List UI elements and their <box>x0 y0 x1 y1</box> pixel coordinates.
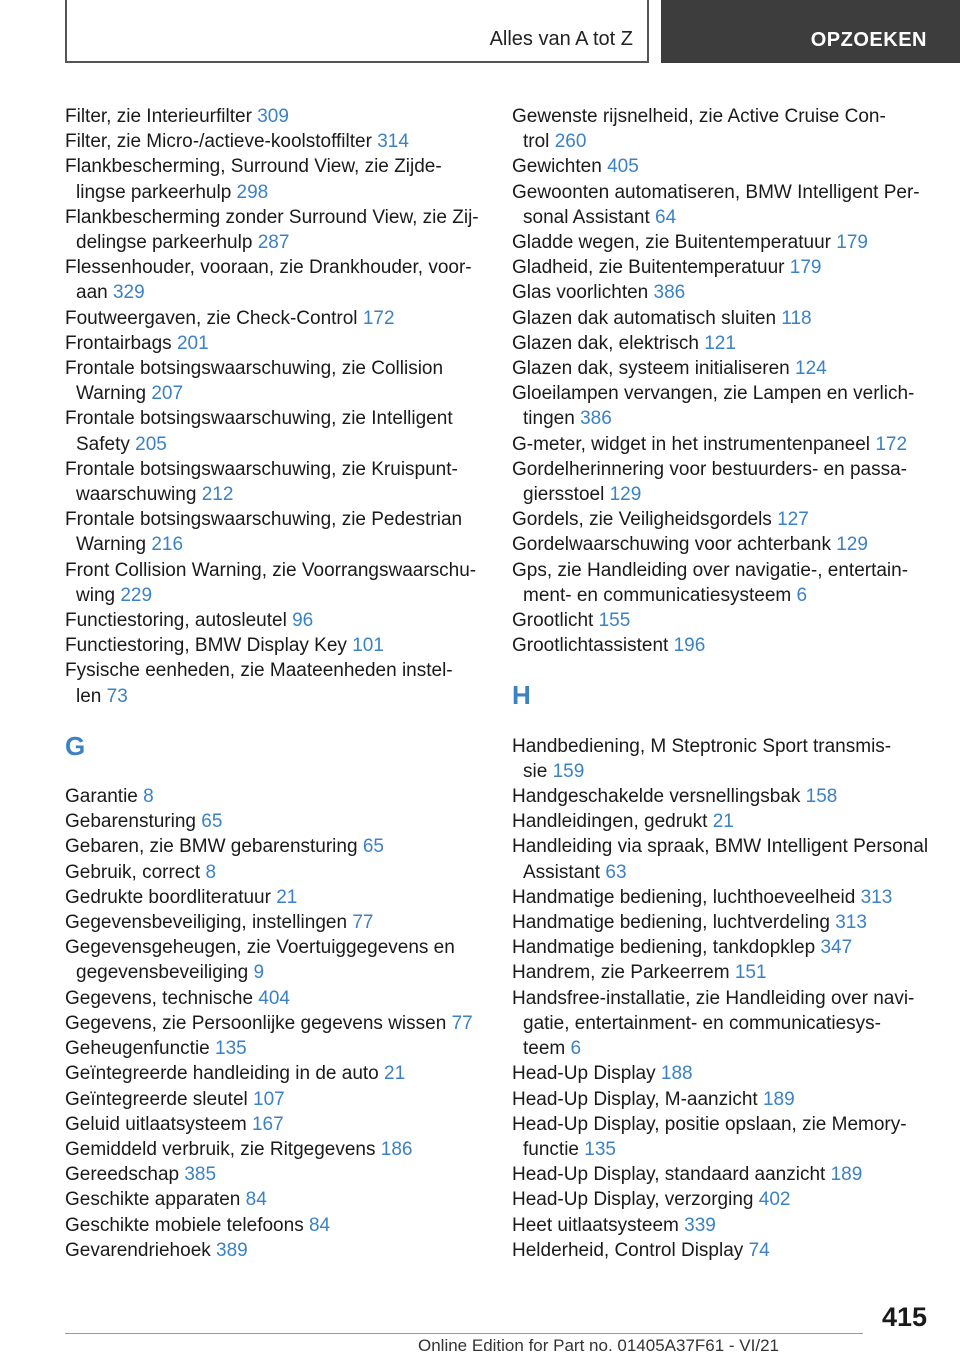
chapter-title: OPZOEKEN <box>810 29 927 51</box>
page-reference-link[interactable]: 129 <box>836 534 868 556</box>
index-entry-text: Geschikte apparaten <box>65 1189 241 1211</box>
index-entry <box>65 1238 485 1263</box>
index-entry <box>512 331 930 356</box>
index-entry-text: Frontale botsingswaarschuwing, zie Collision <box>65 358 444 380</box>
page-reference-link[interactable]: 155 <box>598 610 631 632</box>
index-entry <box>65 1011 485 1036</box>
index-entry-text: Geïntegreerde handleiding in de auto <box>65 1063 379 1085</box>
page-number: 415 <box>881 1302 927 1332</box>
index-entry-text: Grootlichtassistent <box>512 635 669 657</box>
index-entry <box>65 935 485 985</box>
index-entry-text: Warning <box>76 534 147 556</box>
index-entry-text: Handgeschakelde versnellingsbak <box>512 786 801 808</box>
index-column-right <box>512 104 930 1263</box>
page-reference-link[interactable]: 339 <box>684 1214 716 1236</box>
page-reference-link[interactable]: 77 <box>451 1012 473 1034</box>
index-entry <box>65 986 485 1011</box>
page-reference-link[interactable]: 158 <box>805 786 838 808</box>
page-reference-link[interactable]: 385 <box>184 1164 217 1186</box>
page-reference-link[interactable]: 402 <box>758 1189 791 1211</box>
index-entry <box>512 834 930 884</box>
page-reference-link[interactable]: 21 <box>712 811 734 833</box>
page-reference-link[interactable]: 207 <box>151 383 184 405</box>
index-entry-text: trol <box>523 131 550 153</box>
index-entry <box>512 558 930 608</box>
index-entry <box>512 306 930 331</box>
index-entry-text: tingen <box>523 408 575 430</box>
index-entry-text: Frontale botsingswaarschuwing, zie Intelligent <box>65 408 453 430</box>
index-entry-text: G-meter, widget in het instrumentenpaneel <box>512 433 871 455</box>
index-entry-text: Gordelherinnering voor bestuurders- en passa- <box>512 458 907 480</box>
index-entry-text: len <box>76 685 102 707</box>
index-entry <box>512 381 930 431</box>
index-entry-text: Gedrukte boordliteratuur <box>65 886 271 908</box>
index-entry <box>65 104 485 129</box>
chapter-tab[interactable] <box>661 0 960 63</box>
page-reference-link[interactable]: 309 <box>257 106 289 127</box>
index-entry <box>512 986 930 1062</box>
index-entry-text: aan <box>76 282 108 304</box>
page-header <box>0 0 960 66</box>
index-letter-heading: G <box>65 730 86 761</box>
index-entry <box>512 1187 930 1212</box>
page-reference-link[interactable]: 313 <box>835 912 867 934</box>
page-reference-link[interactable]: 189 <box>762 1088 795 1110</box>
index-entry-text: Garantie <box>65 786 138 808</box>
index-entry-text: Filter, zie Interieurfilter <box>65 106 252 127</box>
index-entry-text: functie <box>523 1138 579 1160</box>
page-reference-link[interactable]: 405 <box>607 156 639 178</box>
index-entry-text: Head-Up Display, positie opslaan, zie Memory- <box>512 1113 907 1135</box>
index-entry-text: Head-Up Display, verzorging <box>512 1189 754 1211</box>
page-reference-link[interactable]: 8 <box>205 861 217 883</box>
page-reference-link[interactable]: 205 <box>135 433 167 455</box>
page-reference-link[interactable]: 6 <box>570 1038 582 1060</box>
footer-divider <box>65 1333 863 1334</box>
page-reference-link[interactable]: 329 <box>112 282 145 304</box>
page-reference-link[interactable]: 65 <box>201 811 223 833</box>
index-entry-text: Glazen dak automatisch sluiten <box>512 307 777 329</box>
page-reference-link[interactable]: 386 <box>653 282 686 304</box>
page-reference-link[interactable]: 101 <box>352 635 384 657</box>
index-entry-text: Gebarensturing <box>65 811 196 833</box>
index-entry-text: Filter, zie Micro-/actieve-koolstoffilter <box>65 131 372 153</box>
index-entry <box>65 1061 485 1086</box>
index-entry <box>65 558 485 608</box>
index-entry-text: gegevensbeveiliging <box>76 962 249 984</box>
index-entry-text: wing <box>76 584 116 606</box>
page-reference-link[interactable]: 189 <box>830 1164 863 1186</box>
page-reference-link[interactable]: 260 <box>554 131 587 153</box>
page-reference-link[interactable]: 386 <box>580 408 612 430</box>
index-entry <box>512 960 930 985</box>
index-entry-text: Gloeilampen vervangen, zie Lampen en verlich- <box>512 383 915 405</box>
index-entry-text: Assistant <box>523 861 601 883</box>
page-reference-link[interactable]: 196 <box>673 635 706 657</box>
index-entry-text: Flankbescherming, Surround View, zie Zijde- <box>65 156 442 178</box>
index-entry <box>65 608 485 633</box>
index-entry <box>512 154 930 179</box>
index-entry <box>65 1162 485 1187</box>
index-entry-text: Geschikte mobiele telefoons <box>65 1214 304 1236</box>
index-entry-text: Gewenste rijsnelheid, zie Active Cruise Con- <box>512 106 886 127</box>
page-reference-link[interactable]: 216 <box>151 534 184 556</box>
page-reference-link[interactable]: 172 <box>875 433 908 455</box>
index-entry-text: Handmatige bediening, luchthoeveelheid <box>512 886 856 908</box>
index-entry <box>512 457 930 507</box>
index-entry <box>65 784 485 809</box>
page-reference-link[interactable]: 124 <box>795 358 827 380</box>
page-reference-link[interactable]: 188 <box>660 1063 693 1085</box>
index-entry-text: Gps, zie Handleiding over navigatie-, entertain- <box>512 559 909 581</box>
index-entry-text: Gegevensgeheugen, zie Voertuiggegevens en <box>65 937 455 959</box>
index-entry <box>512 532 930 557</box>
index-entry <box>65 809 485 834</box>
index-entry-text: Geheugenfunctie <box>65 1038 210 1060</box>
index-entry <box>512 910 930 935</box>
index-entry <box>65 457 485 507</box>
page-reference-link[interactable]: 129 <box>609 484 642 506</box>
index-entry <box>65 834 485 859</box>
index-entry-text: Heet uitlaatsysteem <box>512 1214 679 1236</box>
page-reference-link[interactable]: 135 <box>584 1138 616 1160</box>
page-reference-link[interactable]: 64 <box>655 206 677 228</box>
index-entry <box>512 255 930 280</box>
page-reference-link[interactable]: 65 <box>362 836 384 858</box>
index-entry-text: sie <box>523 760 548 782</box>
index-entry <box>65 860 485 885</box>
index-entry <box>512 507 930 532</box>
index-entry-text: Gordels, zie Veiligheidsgordels <box>512 509 772 531</box>
index-entry <box>65 1213 485 1238</box>
page-reference-link[interactable]: 96 <box>292 610 314 632</box>
index-entry <box>65 1087 485 1112</box>
page-reference-link[interactable]: 229 <box>120 584 153 606</box>
index-entry-text: Head-Up Display, standaard aanzicht <box>512 1164 826 1186</box>
index-entry <box>512 935 930 960</box>
page-reference-link[interactable]: 9 <box>253 962 265 984</box>
index-entry-text: Gewichten <box>512 156 602 178</box>
index-entry <box>65 658 485 708</box>
page-reference-link[interactable]: 212 <box>201 484 234 506</box>
index-entry-text: Head-Up Display <box>512 1063 656 1085</box>
index-entry-text: Frontale botsingswaarschuwing, zie Pedestrian <box>65 509 463 531</box>
index-entry <box>512 885 930 910</box>
index-entry-text: Handrem, zie Parkeerrem <box>512 962 730 984</box>
index-entry <box>512 104 930 154</box>
index-entry-text: Handleiding via spraak, BMW Intelligent Personal <box>512 836 929 858</box>
section-tab[interactable] <box>65 0 649 63</box>
page-reference-link[interactable]: 8 <box>143 786 154 808</box>
index-entry <box>512 1112 930 1162</box>
index-entry-text: Gebruik, correct <box>65 861 201 883</box>
index-entry-text: Fysische eenheden, zie Maateenheden instel- <box>65 660 453 682</box>
index-entry-text: sonal Assistant <box>523 206 650 228</box>
index-entry <box>512 734 930 784</box>
index-entry <box>512 1162 930 1187</box>
page-reference-link[interactable]: 151 <box>734 962 767 984</box>
page-reference-link[interactable]: 159 <box>552 760 585 782</box>
index-entry-text: Foutweergaven, zie Check-Control <box>65 307 358 329</box>
page-reference-link[interactable]: 74 <box>748 1239 770 1261</box>
index-entry <box>65 331 485 356</box>
index-entry-text: Gebaren, zie BMW gebarensturing <box>65 836 358 858</box>
index-entry-text: Handmatige bediening, tankdopklep <box>512 937 816 959</box>
index-entry <box>65 255 485 305</box>
index-entry <box>65 129 485 154</box>
page-reference-link[interactable]: 6 <box>796 584 808 606</box>
page-reference-link[interactable]: 347 <box>820 937 853 959</box>
index-entry <box>512 784 930 809</box>
index-entry <box>512 1213 930 1238</box>
index-entry-text: Handbediening, M Steptronic Sport transmis- <box>512 735 892 757</box>
page-reference-link[interactable]: 287 <box>257 232 290 254</box>
index-entry <box>65 205 485 255</box>
index-entry-text: Gemiddeld verbruik, zie Ritgegevens <box>65 1138 376 1160</box>
page-reference-link[interactable]: 172 <box>362 307 395 329</box>
index-entry <box>65 1036 485 1061</box>
index-entry-text: Grootlicht <box>512 610 594 632</box>
page-reference-link[interactable]: 186 <box>380 1138 413 1160</box>
index-entry <box>65 1112 485 1137</box>
page-reference-link[interactable]: 389 <box>216 1239 248 1261</box>
index-entry <box>65 1187 485 1212</box>
index-entry-text: delingse parkeerhulp <box>76 232 253 254</box>
index-entry-text: Gegevensbeveiliging, instellingen <box>65 912 348 934</box>
footer-text: Online Edition for Part no. 01405A37F61 - VI/21 <box>418 1336 780 1355</box>
index-entry-text: Gegevens, zie Persoonlijke gegevens wissen <box>65 1012 447 1034</box>
page-reference-link[interactable]: 314 <box>377 131 409 153</box>
index-entry <box>512 1087 930 1112</box>
index-entry-text: Functiestoring, BMW Display Key <box>65 635 347 657</box>
index-entry-text: Functiestoring, autosleutel <box>65 610 287 632</box>
index-entry <box>65 885 485 910</box>
index-entry <box>65 1137 485 1162</box>
index-entry-text: giersstoel <box>523 484 605 506</box>
page-reference-link[interactable]: 135 <box>215 1038 247 1060</box>
index-entry-text: Frontale botsingswaarschuwing, zie Kruispunt- <box>65 458 458 480</box>
index-entry <box>65 507 485 557</box>
page-reference-link[interactable]: 118 <box>781 307 812 329</box>
page-reference-link[interactable]: 313 <box>860 886 893 908</box>
page-reference-link[interactable]: 179 <box>789 257 822 279</box>
index-entry-text: Geluid uitlaatsysteem <box>65 1113 247 1135</box>
index-entry-text: Flankbescherming zonder Surround View, zie Zij- <box>65 206 479 228</box>
index-entry <box>512 608 930 633</box>
index-entry-text: Front Collision Warning, zie Voorrangswaarschu- <box>65 559 477 581</box>
index-entry-text: Warning <box>76 383 147 405</box>
index-entry <box>512 356 930 381</box>
page-reference-link[interactable]: 201 <box>176 332 209 354</box>
index-entry-text: Gladheid, zie Buitentemperatuur <box>512 257 785 279</box>
page-reference-link[interactable]: 107 <box>253 1088 285 1110</box>
index-entry <box>512 809 930 834</box>
index-entry <box>65 154 485 204</box>
index-entry <box>512 633 930 658</box>
index-entry-text: Helderheid, Control Display <box>512 1239 744 1261</box>
index-entry-text: ment- en communicatiesysteem <box>523 584 792 606</box>
index-entry-text: Gladde wegen, zie Buitentemperatuur <box>512 232 831 254</box>
index-entry <box>65 406 485 456</box>
index-entry-text: teem <box>523 1038 566 1060</box>
page-reference-link[interactable]: 127 <box>777 509 809 531</box>
index-entry-text: Glazen dak, systeem initialiseren <box>512 358 790 380</box>
page-reference-link[interactable]: 63 <box>605 861 627 883</box>
index-entry-text: Flessenhouder, vooraan, zie Drankhouder, voor- <box>65 257 472 279</box>
page-reference-link[interactable]: 73 <box>106 685 128 707</box>
index-entry-text: Gewoonten automatiseren, BMW Intelligent Per- <box>512 181 920 203</box>
index-entry-text: Gegevens, technische <box>65 987 254 1009</box>
index-entry <box>512 1061 930 1086</box>
index-entry-text: gatie, entertainment- en communicatiesys- <box>523 1012 881 1034</box>
page-reference-link[interactable]: 179 <box>836 232 868 254</box>
page-reference-link[interactable]: 121 <box>704 332 736 354</box>
index-entry <box>65 356 485 406</box>
index-entry <box>512 432 930 457</box>
index-entry-text: Gordelwaarschuwing voor achterbank <box>512 534 831 556</box>
index-column-left <box>65 104 485 1263</box>
index-entry <box>512 180 930 230</box>
page-reference-link[interactable]: 21 <box>384 1063 406 1085</box>
index-entry <box>65 910 485 935</box>
page-reference-link[interactable]: 404 <box>258 987 290 1009</box>
page-reference-link[interactable]: 77 <box>352 912 374 934</box>
index-letter-heading: H <box>512 680 531 711</box>
index-entry <box>65 306 485 331</box>
index-entry-text: Handleidingen, gedrukt <box>512 811 708 833</box>
index-entry <box>512 230 930 255</box>
index-entry-text: Head-Up Display, M-aanzicht <box>512 1088 758 1110</box>
index-entry <box>512 280 930 305</box>
page-reference-link[interactable]: 167 <box>251 1113 284 1135</box>
index-entry-text: waarschuwing <box>76 484 197 506</box>
index-entry-text: Gereedschap <box>65 1164 180 1186</box>
page-reference-link[interactable]: 21 <box>276 886 298 908</box>
index-entry-text: Glazen dak, elektrisch <box>512 332 699 354</box>
index-entry <box>512 1238 930 1263</box>
index-entry-text: Frontairbags <box>65 332 172 354</box>
index-entry-text: Safety <box>76 433 130 455</box>
page-reference-link[interactable]: 84 <box>245 1189 267 1211</box>
index-entry-text: Geïntegreerde sleutel <box>65 1088 248 1110</box>
page-reference-link[interactable]: 84 <box>308 1214 331 1236</box>
index-entry-text: lingse parkeerhulp <box>76 181 232 203</box>
index-entry-text: Glas voorlichten <box>512 282 649 304</box>
index-entry-text: Handsfree-installatie, zie Handleiding over navi- <box>512 987 915 1009</box>
section-title: Alles van A tot Z <box>489 28 633 50</box>
page-reference-link[interactable]: 298 <box>236 181 269 203</box>
index-entry-text: Gevarendriehoek <box>65 1239 211 1261</box>
index-entry-text: Handmatige bediening, luchtverdeling <box>512 912 830 934</box>
index-entry <box>65 633 485 658</box>
